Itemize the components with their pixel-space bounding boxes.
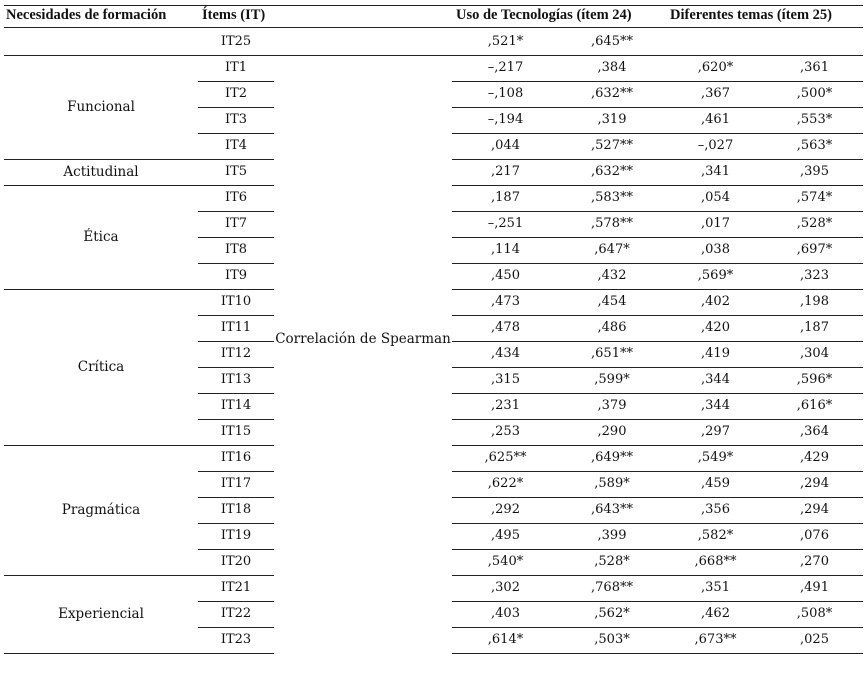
value-cell: ,297	[701, 424, 730, 439]
value-cell: ,582*	[697, 528, 734, 543]
item-label: IT15	[220, 424, 252, 439]
value-cell: ,768**	[591, 580, 633, 595]
value-cell: ,583**	[591, 190, 633, 205]
row-rule	[198, 653, 274, 654]
item-label: IT5	[224, 164, 248, 179]
item-label: IT22	[220, 606, 252, 621]
value-cell: ,508*	[796, 606, 833, 621]
item-label: IT8	[224, 242, 248, 257]
header-technology-use: Uso de Tecnologías (ítem 24)	[456, 7, 632, 23]
group-label: Experiencial	[58, 606, 144, 622]
value-cell: ,461	[701, 112, 730, 127]
value-cell: ,562*	[594, 606, 630, 621]
group-rule	[4, 653, 198, 654]
item-label: IT1	[224, 60, 248, 75]
value-cell: ,645**	[591, 34, 633, 49]
item-label: IT13	[220, 372, 252, 387]
value-cell: –,027	[697, 138, 734, 153]
value-cell: ,323	[800, 268, 829, 283]
value-cell: ,054	[701, 190, 730, 205]
header-different-topics: Diferentes temas (ítem 25)	[670, 7, 832, 23]
item-label: IT14	[220, 398, 252, 413]
value-cell: ,614*	[487, 632, 524, 647]
value-cell: ,632**	[591, 86, 633, 101]
group-label: Crítica	[77, 359, 125, 375]
header-training-needs: Necesidades de formación	[6, 7, 167, 23]
value-cell: ,017	[701, 216, 730, 231]
item-label: IT12	[220, 346, 252, 361]
value-cell: ,528*	[594, 554, 630, 569]
value-cell: –,217	[487, 60, 524, 75]
value-cell: ,632**	[591, 164, 633, 179]
item-label: IT23	[220, 632, 252, 647]
item-label: IT6	[224, 190, 248, 205]
value-cell: ,364	[800, 424, 829, 439]
group-label: Ética	[83, 229, 119, 245]
value-cell: ,399	[597, 528, 627, 543]
value-cell: ,025	[800, 632, 829, 647]
value-cell: ,697*	[796, 242, 833, 257]
value-cell: ,578**	[591, 216, 633, 231]
value-cell: ,356	[701, 502, 730, 517]
value-cell: ,315	[491, 372, 520, 387]
value-cell: ,344	[701, 372, 730, 387]
value-cell: ,361	[800, 60, 829, 75]
value-cell: ,217	[491, 164, 520, 179]
value-cell: ,491	[800, 580, 829, 595]
value-cell: –,194	[487, 112, 524, 127]
value-cell: ,668**	[694, 554, 737, 569]
value-cell: ,589*	[594, 476, 630, 491]
value-cell: ,294	[800, 476, 829, 491]
item-label: IT19	[220, 528, 252, 543]
value-cell: ,344	[701, 398, 730, 413]
value-cell: ,114	[491, 242, 520, 257]
value-cell: ,540*	[487, 554, 524, 569]
header-items: Ítems (IT)	[202, 7, 266, 23]
method-label: Correlación de Spearman	[275, 331, 451, 347]
row-rule	[452, 653, 863, 654]
value-cell: ,198	[800, 294, 829, 309]
value-cell: ,341	[701, 164, 730, 179]
value-cell: ,076	[800, 528, 829, 543]
value-cell: ,402	[701, 294, 730, 309]
value-cell: ,187	[800, 320, 829, 335]
value-cell: ,253	[491, 424, 520, 439]
value-cell: ,486	[597, 320, 627, 335]
item-label: IT10	[220, 294, 252, 309]
value-cell: ,395	[800, 164, 829, 179]
item-label: IT3	[224, 112, 248, 127]
value-cell: ,450	[491, 268, 520, 283]
group-label: Funcional	[67, 99, 135, 115]
value-cell: ,292	[491, 502, 520, 517]
value-cell: ,500*	[796, 86, 833, 101]
item-label: IT2	[224, 86, 248, 101]
item-label: IT17	[220, 476, 252, 491]
header-top-rule	[4, 5, 863, 6]
value-cell: ,528*	[796, 216, 833, 231]
value-cell: ,473	[491, 294, 520, 309]
value-cell: ,419	[701, 346, 730, 361]
value-cell: ,563*	[796, 138, 833, 153]
item-label: IT16	[220, 450, 252, 465]
value-cell: ,649**	[591, 450, 633, 465]
value-cell: ,651**	[591, 346, 633, 361]
value-cell: –,108	[487, 86, 524, 101]
value-cell: ,622*	[487, 476, 524, 491]
value-cell: ,596*	[796, 372, 833, 387]
value-cell: ,503*	[594, 632, 630, 647]
value-cell: ,454	[597, 294, 627, 309]
value-cell: ,270	[800, 554, 829, 569]
value-cell: ,384	[597, 60, 627, 75]
value-cell: ,038	[701, 242, 730, 257]
value-cell: ,599*	[594, 372, 630, 387]
value-cell: ,478	[491, 320, 520, 335]
value-cell: ,379	[597, 398, 627, 413]
value-cell: ,367	[701, 86, 730, 101]
value-cell: ,643**	[591, 502, 633, 517]
value-cell: ,302	[491, 580, 520, 595]
item-label: IT21	[220, 580, 252, 595]
value-cell: ,569*	[697, 268, 734, 283]
value-cell: ,521*	[487, 34, 524, 49]
value-cell: ,351	[701, 580, 730, 595]
group-label: Actitudinal	[63, 164, 139, 180]
value-cell: ,432	[597, 268, 627, 283]
value-cell: ,290	[597, 424, 627, 439]
value-cell: ,495	[491, 528, 520, 543]
item-label: IT9	[224, 268, 248, 283]
item-label: IT7	[224, 216, 248, 231]
value-cell: ,647*	[594, 242, 630, 257]
value-cell: ,616*	[796, 398, 833, 413]
value-cell: ,044	[491, 138, 520, 153]
value-cell: ,549*	[697, 450, 734, 465]
value-cell: ,673**	[694, 632, 737, 647]
value-cell: ,459	[701, 476, 730, 491]
value-cell: ,625**	[484, 450, 527, 465]
value-cell: ,294	[800, 502, 829, 517]
value-cell: ,620*	[697, 60, 734, 75]
item-label: IT25	[220, 34, 252, 49]
value-cell: ,462	[701, 606, 730, 621]
value-cell: –,251	[487, 216, 524, 231]
item-label: IT11	[220, 320, 252, 335]
value-cell: ,420	[701, 320, 730, 335]
value-cell: ,527**	[591, 138, 633, 153]
item-label: IT18	[220, 502, 252, 517]
group-label: Pragmática	[61, 502, 141, 518]
value-cell: ,304	[800, 346, 829, 361]
value-cell: ,319	[597, 112, 627, 127]
value-cell: ,403	[491, 606, 520, 621]
value-cell: ,434	[491, 346, 520, 361]
value-cell: ,574*	[796, 190, 833, 205]
value-cell: ,187	[491, 190, 520, 205]
value-cell: ,231	[491, 398, 520, 413]
value-cell: ,553*	[796, 112, 833, 127]
header-bottom-rule	[4, 27, 863, 28]
value-cell: ,429	[800, 450, 829, 465]
item-label: IT4	[224, 138, 248, 153]
item-label: IT20	[220, 554, 252, 569]
